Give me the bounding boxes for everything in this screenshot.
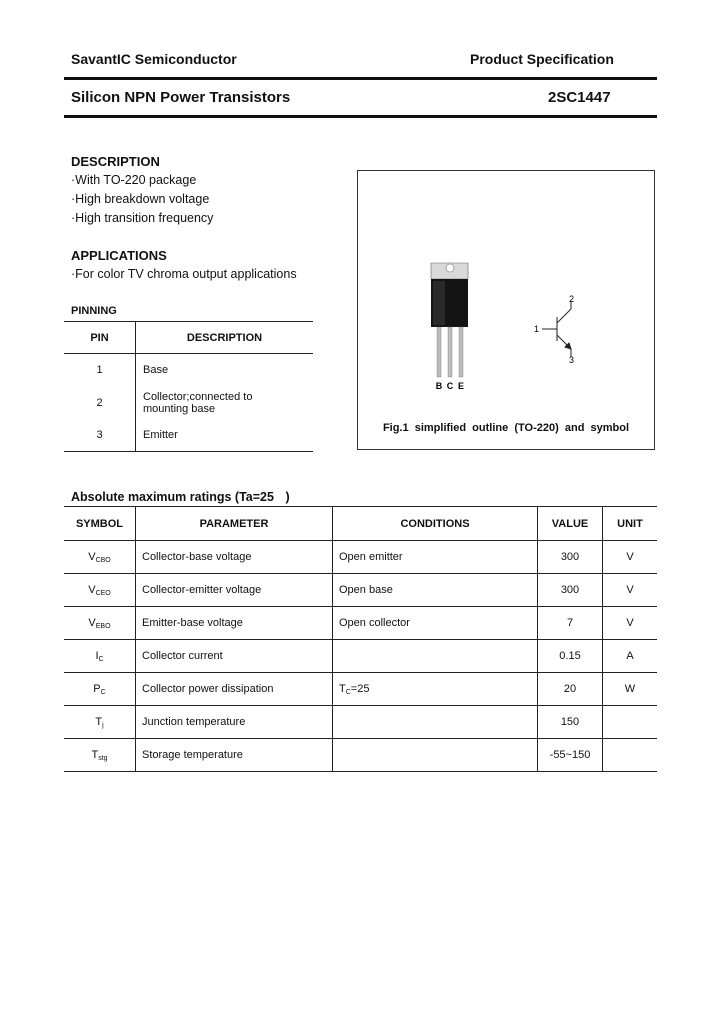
unit-column-header: UNIT <box>603 507 658 541</box>
symbol-pin-label: 1 <box>534 324 540 334</box>
conditions-cell: $T_C=25$ <box>333 673 538 706</box>
lead-label: B <box>435 381 443 391</box>
table-row <box>64 607 657 640</box>
unit-cell: W <box>603 673 658 706</box>
value-cell: 0.15 <box>538 640 603 673</box>
symbol-cell: $V_{CBO}$ <box>64 541 136 574</box>
pinning-heading: PINNING <box>71 305 117 317</box>
value-cell: 150 <box>538 706 603 739</box>
unit-cell: V <box>603 574 658 607</box>
parameter-cell: Junction temperature <box>136 706 333 739</box>
table-row <box>64 386 313 419</box>
pin-number: 2 <box>64 386 136 419</box>
pin-description-line: mounting base <box>143 402 216 415</box>
figure-box <box>357 170 655 450</box>
pinning-header-row <box>64 322 313 354</box>
description-item: ·High breakdown voltage <box>71 192 210 206</box>
applications-heading: APPLICATIONS <box>71 248 167 263</box>
ratings-table <box>64 506 657 772</box>
parameter-cell: Collector power dissipation <box>136 673 333 706</box>
pin-description: Base <box>143 364 169 376</box>
symbol-pin-label: 3 <box>569 355 575 365</box>
header-rule-top <box>64 77 657 80</box>
conditions-cell <box>333 739 538 772</box>
symbol-cell: $V_{EBO}$ <box>64 607 136 640</box>
ratings-heading-text: Absolute maximum ratings (Ta=25 <box>71 490 274 504</box>
ratings-heading <box>71 490 290 504</box>
symbol-cell: $V_{CEO}$ <box>64 574 136 607</box>
symbol-cell: $I_C$ <box>64 640 136 673</box>
conditions-cell: Open base <box>333 574 538 607</box>
description-item: ·High transition frequency <box>71 211 214 225</box>
value-cell: 7 <box>538 607 603 640</box>
value-cell: 300 <box>538 541 603 574</box>
pin-description: Emitter <box>136 419 314 452</box>
conditions-cell: Open emitter <box>333 541 538 574</box>
table-row <box>64 541 657 574</box>
lead-label: E <box>457 381 465 391</box>
header-rule-bottom <box>64 115 657 118</box>
conditions-column-header: CONDITIONS <box>333 507 538 541</box>
value-column-header: VALUE <box>538 507 603 541</box>
parameter-cell: Collector-base voltage <box>136 541 333 574</box>
symbol-cell: $T_{stg}$ <box>64 739 136 772</box>
table-row <box>64 354 313 387</box>
ratings-header-row <box>64 507 657 541</box>
application-item: ·For color TV chroma output applications <box>71 267 297 281</box>
table-row <box>64 640 657 673</box>
conditions-cell: Open collector <box>333 607 538 640</box>
description-list <box>71 171 213 228</box>
parameter-column-header: PARAMETER <box>136 507 333 541</box>
doc-type: Product Specification <box>470 51 614 67</box>
pin-number: 3 <box>64 419 136 452</box>
unit-cell <box>603 706 658 739</box>
pin-description <box>136 386 314 419</box>
product-line: Silicon NPN Power Transistors <box>71 89 291 106</box>
pinning-table <box>64 321 313 452</box>
table-row <box>64 673 657 706</box>
figure-caption: Fig.1 simplified outline (TO-220) and symbol <box>382 422 630 434</box>
unit-cell: V <box>603 541 658 574</box>
description-item: ·With TO-220 package <box>71 173 197 187</box>
table-row <box>64 706 657 739</box>
unit-cell <box>603 739 658 772</box>
package-and-symbol-figure <box>358 171 654 449</box>
conditions-cell <box>333 706 538 739</box>
lead-label: C <box>446 381 454 391</box>
table-row <box>64 574 657 607</box>
symbol-column-header: SYMBOL <box>64 507 136 541</box>
description-heading: DESCRIPTION <box>71 154 160 169</box>
symbol-cell: $T_j$ <box>64 706 136 739</box>
ratings-heading-tail: ) <box>285 490 290 504</box>
value-cell: -55~150 <box>538 739 603 772</box>
unit-cell: A <box>603 640 658 673</box>
symbol-cell: $P_C$ <box>64 673 136 706</box>
parameter-cell: Emitter-base voltage <box>136 607 333 640</box>
pin-description-line: Collector;connected to <box>143 390 253 403</box>
table-row <box>64 739 657 772</box>
npn-transistor-symbol-icon <box>542 301 571 357</box>
conditions-cell <box>333 640 538 673</box>
table-row <box>64 419 313 452</box>
description-column-header: DESCRIPTION <box>136 322 314 354</box>
value-cell: 300 <box>538 574 603 607</box>
parameter-cell: Storage temperature <box>136 739 333 772</box>
to220-package-icon <box>431 263 468 377</box>
symbol-pin-label: 2 <box>569 294 575 304</box>
value-cell: 20 <box>538 673 603 706</box>
pin-column-header: PIN <box>64 322 136 354</box>
parameter-cell: Collector-emitter voltage <box>136 574 333 607</box>
part-number: 2SC1447 <box>548 89 611 106</box>
unit-cell: V <box>603 607 658 640</box>
parameter-cell: Collector current <box>136 640 333 673</box>
pin-number: 1 <box>64 354 136 387</box>
company-name: SavantIC Semiconductor <box>71 51 237 67</box>
